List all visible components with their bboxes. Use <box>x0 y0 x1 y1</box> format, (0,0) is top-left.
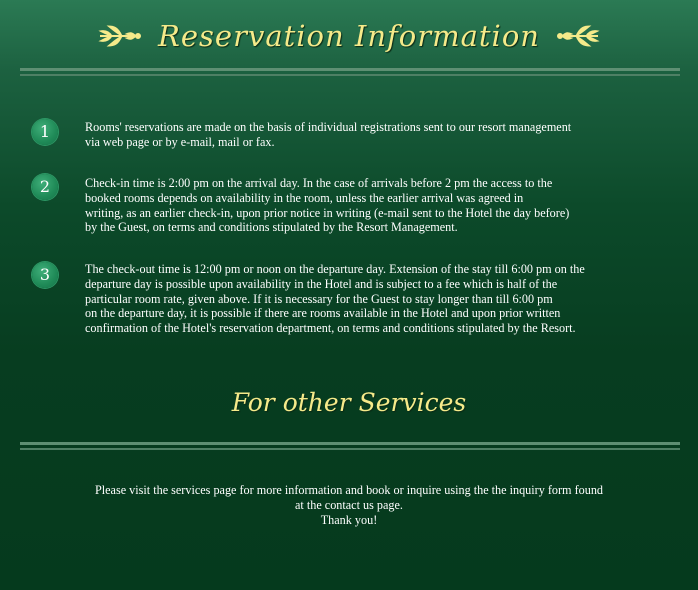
services-title: For other Services <box>231 388 467 417</box>
number-badge-3: 3 <box>32 262 58 288</box>
thank-you-text: Thank you! <box>320 513 378 527</box>
checkin-paragraph <box>85 176 657 235</box>
number-badge-2: 2 <box>32 174 58 200</box>
services-line: at the contact us page. <box>295 498 403 512</box>
paragraph-line: The check-out time is 12:00 pm or noon on the departure day. Extension of the stay till 6:00 pm on the <box>85 262 585 276</box>
divider <box>20 74 680 76</box>
reservation-paragraph-1 <box>85 120 657 150</box>
paragraph-line: Rooms' reservations are made on the basis of individual registrations sent to our resort management <box>85 120 572 134</box>
paragraph-line: on the departure day, it is possible if there are rooms available in the Hotel and upon prior written <box>85 306 561 321</box>
header <box>0 14 698 58</box>
paragraph-line: particular room rate, given above. If it is necessary for the Guest to stay longer than till 6:00 pm <box>85 291 553 306</box>
leaf-ornament-icon <box>96 21 142 51</box>
services-line: Please visit the services page for more information and book or inquire using the the inquiry form found <box>94 483 604 497</box>
divider <box>20 68 680 71</box>
paragraph-line: via web page or by e-mail, mail or fax. <box>85 134 275 149</box>
services-text <box>40 483 658 528</box>
paragraph-line: by the Guest, on terms and conditions stipulated by the Resort Management. <box>85 220 458 235</box>
number-badge-1: 1 <box>32 119 58 145</box>
paragraph-line: Check-in time is 2:00 pm on the arrival day. In the case of arrivals before 2 pm the access to the <box>85 176 553 190</box>
paragraph-line: confirmation of the Hotel's reservation department, on terms and conditions stipulated by the Resort. <box>85 321 576 336</box>
paragraph-line: departure day is possible upon availability in the Hotel and is subject to a fee which is half of the <box>85 276 558 291</box>
divider <box>20 448 680 450</box>
paragraph-line: writing, as an earlier check-in, upon prior notice in writing (e-mail sent to the Hotel the day before) <box>85 205 570 220</box>
leaf-ornament-icon <box>556 21 602 51</box>
paragraph-line: booked rooms depends on availability in the room, unless the earlier arrival was agreed in <box>85 190 524 205</box>
checkout-paragraph <box>85 262 657 336</box>
divider <box>20 442 680 445</box>
page-title: Reservation Information <box>158 19 540 53</box>
